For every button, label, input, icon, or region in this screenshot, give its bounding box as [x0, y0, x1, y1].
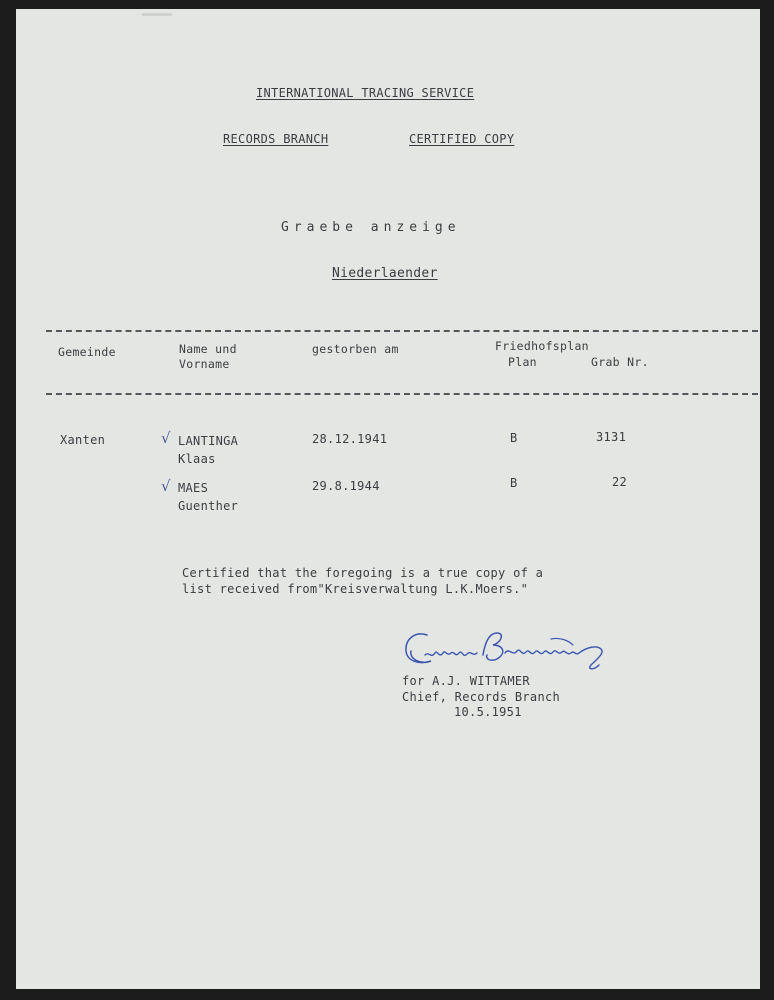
certified-copy-label: CERTIFIED COPY: [409, 132, 515, 146]
header-grab-nr: Grab Nr.: [591, 355, 649, 369]
certification-text: [182, 565, 543, 597]
certification-line2: list received from"Kreisverwaltung L.K.Moers.": [182, 582, 529, 596]
row1-gemeinde: Xanten: [60, 433, 106, 447]
signature-date: 10.5.1951: [454, 705, 522, 719]
header-name-line2: Vorname: [179, 357, 230, 371]
row2-surname: MAES: [178, 481, 209, 495]
handwritten-signature: [401, 625, 616, 677]
row1-grab: 3131: [596, 430, 627, 444]
header-name: [179, 342, 237, 372]
row1-name: [178, 432, 238, 468]
signature-block: [402, 673, 560, 705]
row2-plan: B: [510, 476, 518, 490]
row2-date: 29.8.1944: [312, 479, 380, 493]
row2-grab: 22: [612, 475, 628, 489]
row1-date: 28.12.1941: [312, 432, 388, 446]
table-header-rule: [46, 393, 758, 395]
header-name-line1: Name und: [179, 342, 237, 356]
header-gestorben: gestorben am: [312, 342, 399, 356]
row2-firstname: Guenther: [178, 499, 239, 513]
signatory-title: Chief, Records Branch: [402, 690, 561, 704]
row1-firstname: Klaas: [178, 452, 216, 466]
row2-name: [178, 479, 238, 515]
row2-check-mark: √: [161, 477, 171, 495]
table-top-rule: [46, 330, 758, 332]
header-friedhofsplan: Friedhofsplan: [495, 339, 589, 353]
document-page: [16, 9, 760, 989]
row1-plan: B: [510, 431, 518, 445]
paper-mark: [142, 13, 172, 16]
row1-surname: LANTINGA: [178, 434, 239, 448]
document-subtitle: Niederlaender: [332, 266, 438, 281]
organization-title: INTERNATIONAL TRACING SERVICE: [256, 86, 475, 100]
branch-label: RECORDS BRANCH: [223, 132, 329, 146]
signatory-for-line: for A.J. WITTAMER: [402, 674, 530, 688]
certification-line1: Certified that the foregoing is a true copy of a: [182, 566, 544, 580]
row1-check-mark: √: [161, 429, 171, 447]
document-title: Graebe anzeige: [281, 220, 461, 235]
header-gemeinde: Gemeinde: [58, 345, 116, 359]
header-plan: Plan: [508, 355, 537, 369]
